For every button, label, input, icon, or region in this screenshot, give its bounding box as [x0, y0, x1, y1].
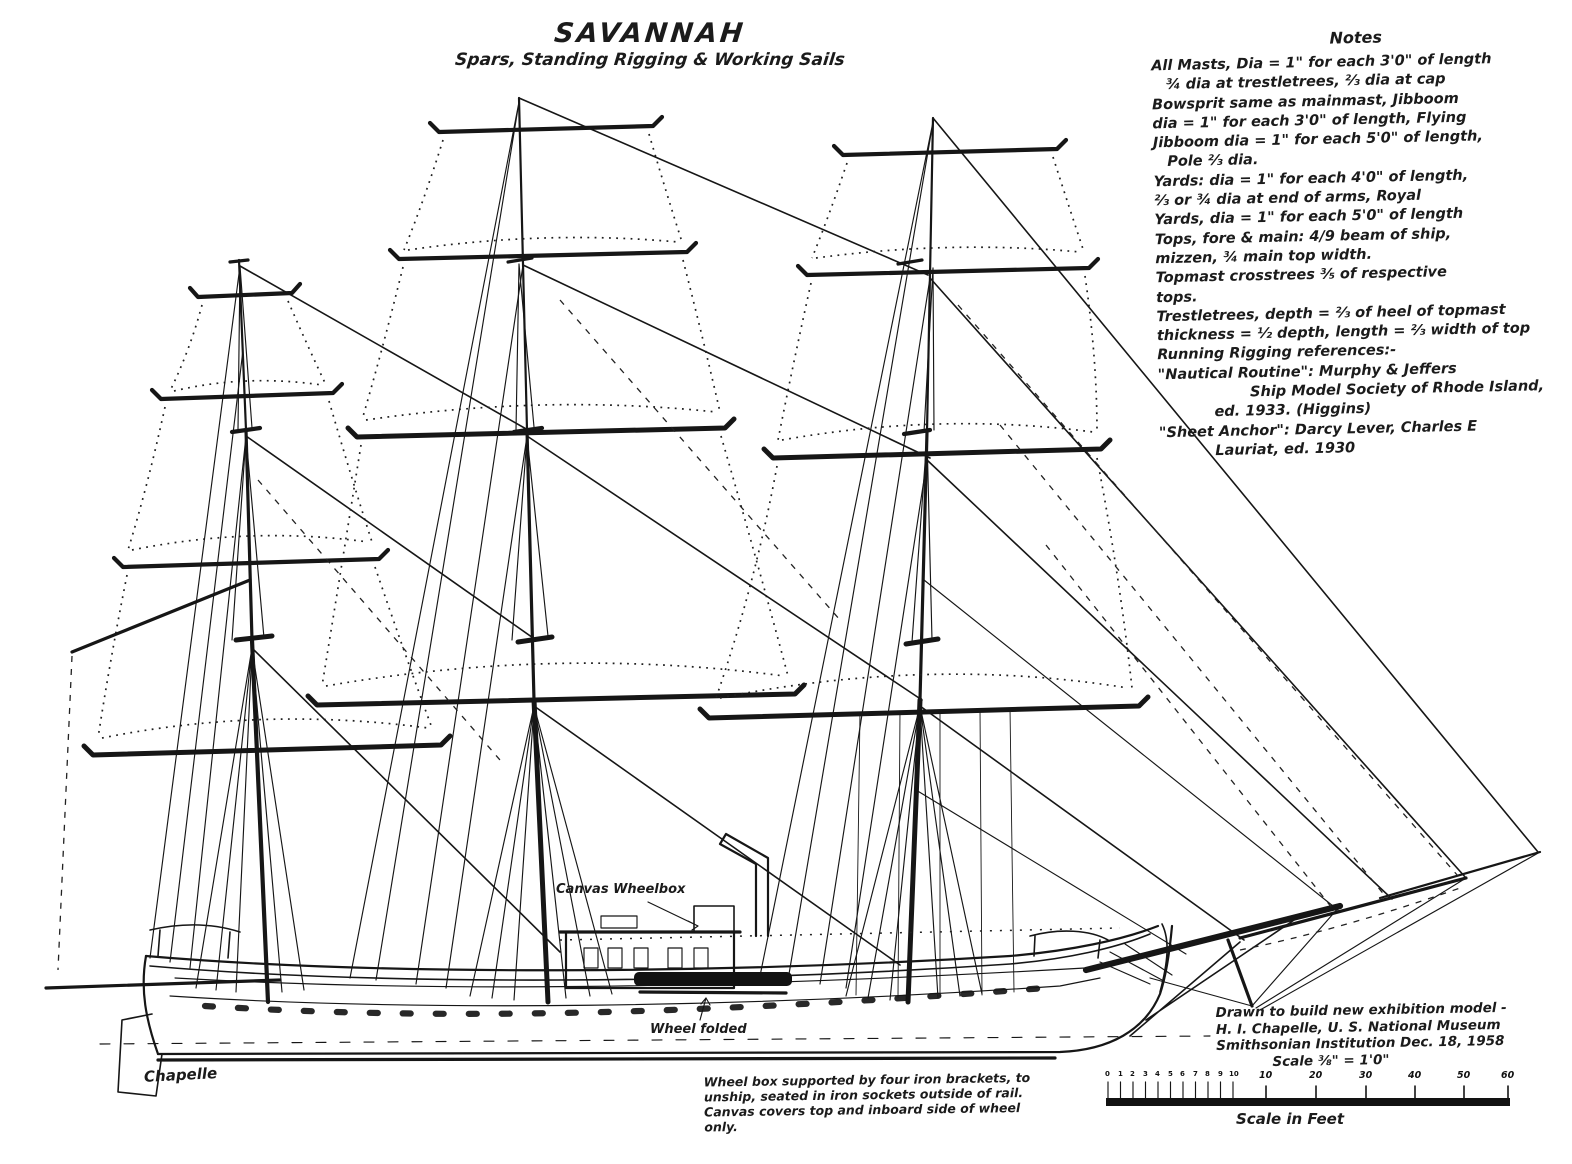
- notes-line: thickness = ½ depth, length = ⅔ width of top: [1156, 320, 1531, 345]
- credit-line: Smithsonian Institution Dec. 18, 1958: [1216, 1032, 1505, 1054]
- scale-major-label: 60: [1501, 1070, 1515, 1081]
- notes-line: ed. 1933. (Higgins): [1214, 401, 1372, 421]
- scale-major-label: 20: [1309, 1070, 1323, 1081]
- wheelbox-note-line: only.: [704, 1119, 738, 1135]
- notes-line: Jibboom dia = 1" for each 5'0" of length,: [1152, 128, 1484, 152]
- notes-line: Topmast crosstrees ⅗ of respective: [1155, 264, 1448, 287]
- scale-fine-label: 10: [1229, 1070, 1239, 1078]
- deck-structures: [560, 834, 1120, 1020]
- notes-line: Lauriat, ed. 1930: [1215, 440, 1356, 460]
- paddle-wheel-folded: [634, 972, 792, 986]
- scale-major-label: 40: [1408, 1070, 1422, 1081]
- notes-line: tops.: [1155, 288, 1198, 306]
- wheelbox-note-line: unship, seated in iron sockets outside of rail.: [703, 1085, 1024, 1105]
- scale-fine-label: 7: [1193, 1070, 1198, 1078]
- main-mast: [258, 98, 930, 1002]
- scale-fine-label: 6: [1180, 1070, 1185, 1078]
- notes-line: "Nautical Routine": Murphy & Jeffers: [1157, 360, 1457, 384]
- signature: Chapelle: [143, 1064, 218, 1086]
- notes-line: All Masts, Dia = 1" for each 3'0" of length: [1151, 51, 1492, 75]
- credit-block: [1215, 999, 1556, 1071]
- credit-line: H. I. Chapelle, U. S. National Museum: [1215, 1016, 1501, 1038]
- drawing-title: SAVANNAH: [552, 18, 748, 49]
- wheelbox-note-line: Canvas covers top and inboard side of wheel: [704, 1100, 1021, 1120]
- wheelbox-note: [704, 1069, 1065, 1134]
- scale-major-label: 30: [1359, 1070, 1373, 1081]
- wheelbox-note-line: Wheel box supported by four iron brackets, to: [703, 1069, 1031, 1090]
- drawing-subtitle: Spars, Standing Rigging & Working Sails: [454, 50, 846, 70]
- notes-line: Pole ⅔ dia.: [1167, 152, 1259, 171]
- notes-line: dia = 1" for each 3'0" of length, Flying: [1152, 109, 1467, 133]
- scale-fine-label: 1: [1118, 1070, 1123, 1078]
- scale-fine-label: 4: [1155, 1070, 1160, 1078]
- notes-line: ¾ dia at trestletrees, ⅔ dia at cap: [1165, 71, 1446, 94]
- notes-line: Ship Model Society of Rhode Island,: [1249, 378, 1545, 401]
- mizzen-mast: [46, 260, 560, 1002]
- notes-block: [1151, 24, 1570, 463]
- scale-major-label: 50: [1457, 1070, 1471, 1081]
- scale-fine-label: 3: [1143, 1070, 1148, 1078]
- scale-major-label: 10: [1259, 1070, 1273, 1081]
- scale-caption: Scale in Feet: [1236, 1110, 1344, 1128]
- notes-line: Tops, fore & main: 4/9 beam of ship,: [1154, 225, 1452, 248]
- credit-line: Scale ⅜" = 1'0": [1272, 1051, 1390, 1070]
- credit-line: Drawn to build new exhibition model -: [1215, 999, 1507, 1021]
- wheelbox-arrow: [648, 902, 698, 930]
- scale-fine-label: 9: [1218, 1070, 1223, 1078]
- notes-line: Yards: dia = 1" for each 4'0" of length,: [1153, 167, 1469, 191]
- scale-fine-label: 8: [1205, 1070, 1210, 1078]
- notes-line: Running Rigging references:-: [1157, 342, 1397, 364]
- wheel-folded-label: Wheel folded: [650, 1022, 747, 1037]
- scale-bar: [1106, 1082, 1510, 1106]
- canvas-wheelbox-label: Canvas Wheelbox: [556, 882, 686, 897]
- scale-fine-label: 2: [1130, 1070, 1135, 1078]
- notes-line: Bowsprit same as mainmast, Jibboom: [1151, 90, 1459, 113]
- notes-line: "Sheet Anchor": Darcy Lever, Charles E: [1158, 418, 1478, 441]
- scale-fine-label: 5: [1168, 1070, 1173, 1078]
- notes-line: mizzen, ¾ main top width.: [1155, 246, 1373, 268]
- notes-heading: Notes: [1329, 27, 1383, 48]
- scale-fine-label: 0: [1105, 1070, 1110, 1078]
- notes-line: ⅔ or ¾ dia at end of arms, Royal: [1153, 187, 1422, 210]
- wheelbox-frame: [694, 906, 734, 932]
- notes-line: Trestletrees, depth = ⅔ of heel of topmast: [1156, 301, 1506, 326]
- notes-line: Yards, dia = 1" for each 5'0" of length: [1154, 206, 1464, 229]
- funnel: [720, 834, 768, 936]
